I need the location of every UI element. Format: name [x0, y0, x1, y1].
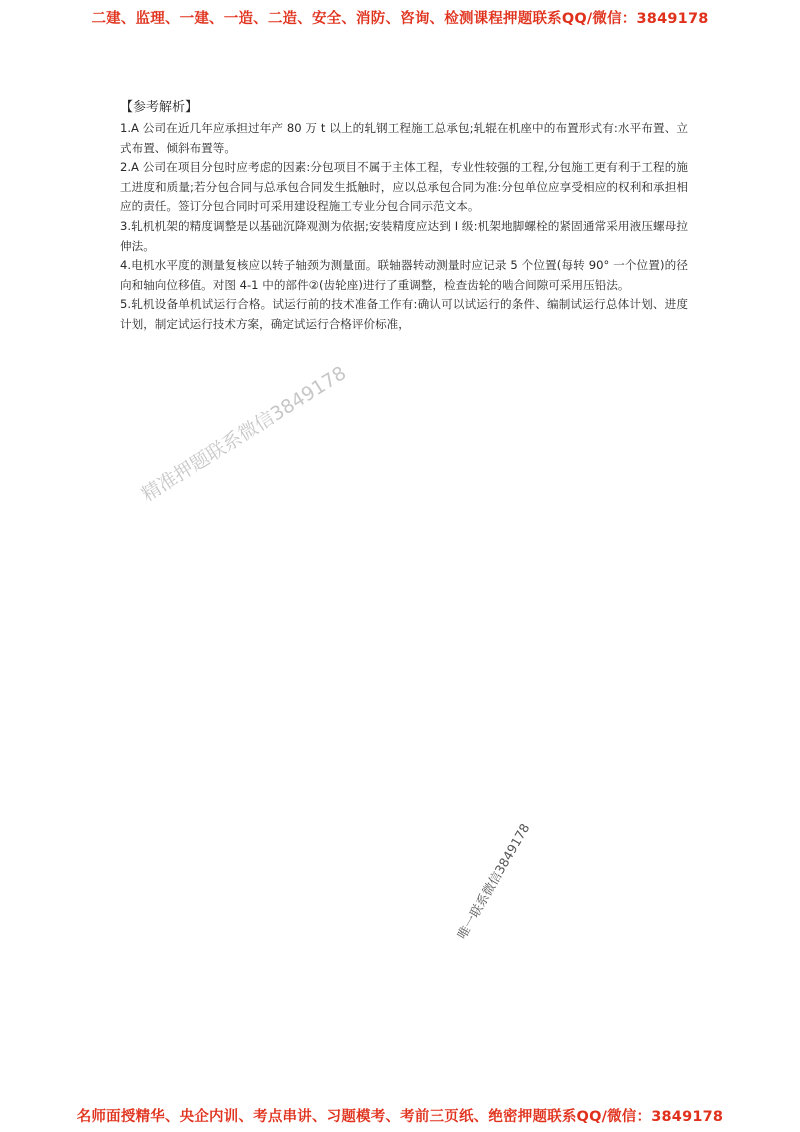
answer-analysis-section: [120, 99, 688, 335]
answer-paragraph-2: 2.A 公司在项目分包时应考虑的因素:分包项目不属于主体工程，专业性较强的工程,分包施工更有利于工程的施工进度和质量;若分包合同与总承包合同发生抵触时，应以总承包合同为准:分包单位应享受相应的权利和承担相应的责任。签订分包合同时可采用建设程施工专业分包合同示范文本。: [120, 160, 688, 214]
top-banner: 二建、监理、一建、一造、二造、安全、消防、咨询、检测课程押题联系QQ/微信：3849178: [91, 11, 709, 27]
answer-paragraph-4: 4.电机水平度的测量复核应以转子轴颈为测量面。联轴器转动测量时应记录 5 个位置(每转 90° 一个位置)的径向和轴向位移值。对图 4-1 中的部件②(齿轮座)进行了重调整，检查齿轮的啮合间隙可采用压铅法。: [120, 258, 688, 292]
section-heading: 【参考解析】: [120, 100, 199, 115]
bottom-banner: 名师面授精华、央企内训、考点串讲、习题模考、考前三页纸、绝密押题联系QQ/微信：3849178: [76, 1109, 724, 1125]
answer-paragraph-1: 1.A 公司在近几年应承担过年产 80 万 t 以上的轧钢工程施工总承包;轧辊在机座中的布置形式有:水平布置、立式布置、倾斜布置等。: [120, 121, 688, 155]
answer-paragraph-3: 3.轧机机架的精度调整是以基础沉降观测为依据;安装精度应达到 I 级:机架地脚螺栓的紧固通常采用液压螺母拉伸法。: [120, 218, 688, 253]
watermark-small: 唯一联系微信3849178: [454, 820, 533, 942]
answer-paragraph-5: 5.轧机设备单机试运行合格。试运行前的技术准备工作有:确认可以试运行的条件、编制试运行总体计划、进度计划，制定试运行技术方案，确定试运行合格评价标准，: [120, 297, 688, 331]
watermark-large: 精准押题联系微信3849178: [137, 362, 351, 507]
